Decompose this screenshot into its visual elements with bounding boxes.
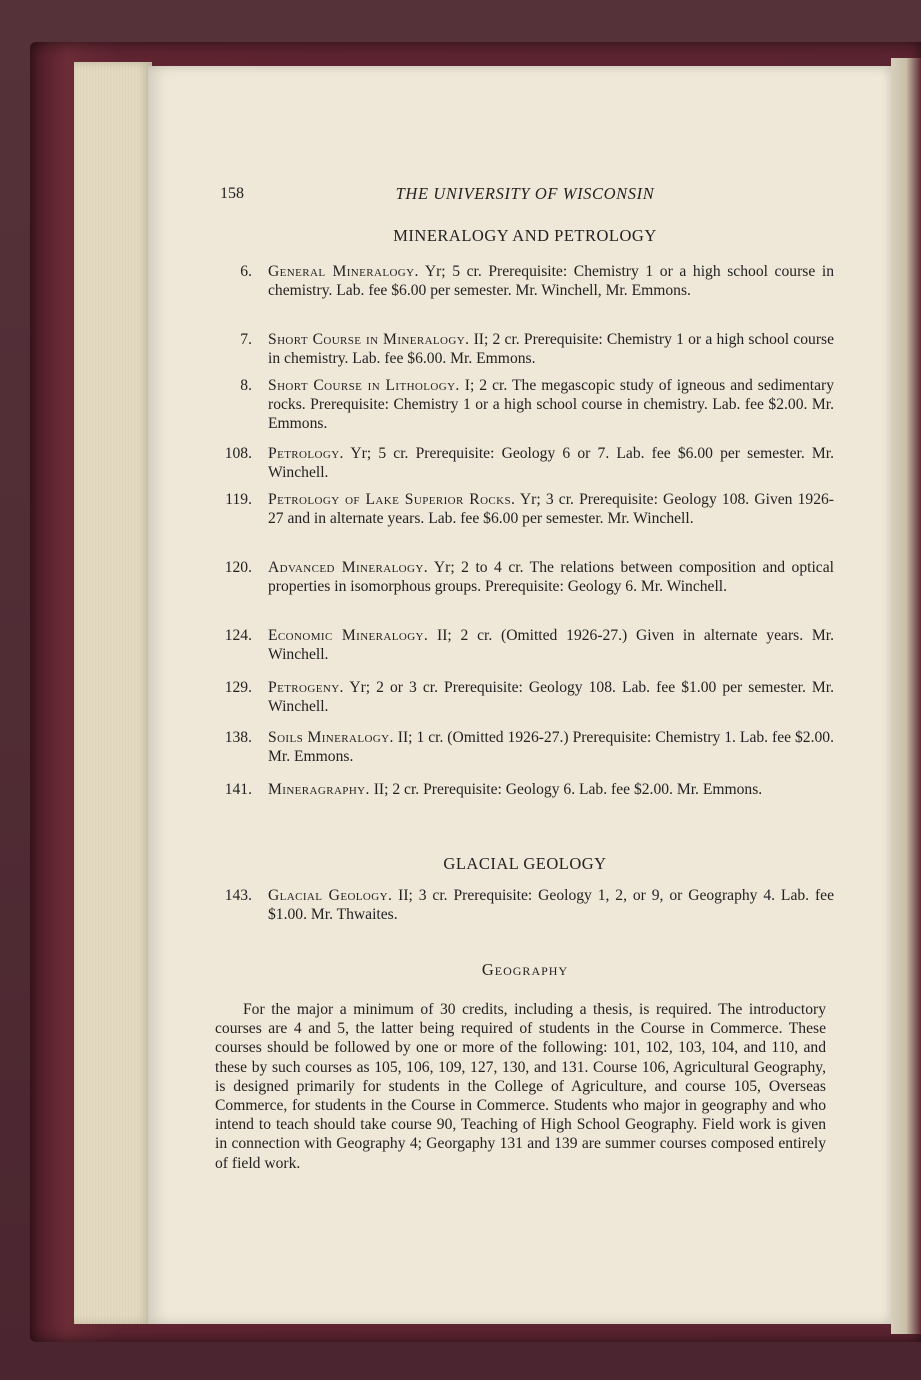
course-entry bbox=[210, 558, 834, 596]
course-title: Petrogeny. bbox=[268, 679, 344, 696]
course-number: 108. bbox=[224, 445, 252, 462]
course-description: I; 2 cr. The megascopic study of igneous and sedimentary rocks. Prerequisite: Chemistry 1 or a high school course in chemistry. Lab. fee $2.00. Mr. Emmons. bbox=[268, 377, 834, 433]
course-description: Yr; 3 cr. Prerequisite: Geology 108. Given 1926-27 and in alternate years. Lab. fee $6.00 per semester. Mr. Winchell. bbox=[268, 491, 834, 528]
section-title-glacial: GLACIAL GEOLOGY bbox=[443, 854, 607, 873]
course-entry bbox=[210, 490, 834, 528]
course-entry bbox=[210, 626, 834, 664]
course-description: Yr; 5 cr. Prerequisite: Geology 6 or 7. Lab. fee $6.00 per semester. Mr. Winchell. bbox=[268, 445, 834, 482]
course-title: Mineragraphy. bbox=[268, 781, 370, 798]
course-number: 6. bbox=[240, 263, 252, 280]
running-head: THE UNIVERSITY OF WISCONSIN bbox=[395, 184, 655, 203]
course-number: 129. bbox=[224, 679, 252, 696]
course-entry bbox=[210, 678, 834, 716]
course-number: 138. bbox=[224, 729, 252, 746]
course-entry bbox=[210, 330, 834, 368]
course-title: Advanced Mineralogy. bbox=[268, 559, 429, 576]
course-number: 119. bbox=[225, 491, 252, 508]
course-number: 120. bbox=[224, 559, 252, 576]
course-description: Yr; 5 cr. Prerequisite: Chemistry 1 or a high school course in chemistry. Lab. fee $6.00 per semester. Mr. Winchell, Mr. Emmons. bbox=[268, 263, 834, 300]
course-entry bbox=[210, 728, 834, 766]
course-title: Petrology. bbox=[268, 445, 344, 462]
course-title: General Mineralogy. bbox=[268, 263, 419, 280]
course-title: Glacial Geology. bbox=[268, 887, 393, 904]
course-description: II; 1 cr. (Omitted 1926-27.) Prerequisite: Chemistry 1. Lab. fee $2.00. Mr. Emmons. bbox=[268, 729, 834, 766]
page-header bbox=[220, 184, 830, 206]
course-title: Petrology of Lake Superior Rocks. bbox=[268, 491, 516, 508]
course-entry bbox=[210, 376, 834, 434]
geography-paragraph: For the major a minimum of 30 credits, including a thesis, is required. The introductory courses are 4 and 5, the latter being required of students in the Course in Commerce. These courses should be followed by one or more of the following: 101, 102, 103, 104, and 110, and these by such courses as 105, 106, 109, 127, 130, and 131. Course 106, Agricultural Geography, is designed primarily for students in the College of Agriculture, and course 105, Overseas Commerce, for students in the Course in Commerce. Students who major in geography and who intend to teach should take course 90, Teaching of High School Geography. Field work is given in connection with Geography 4; Georgaphy 131 and 139 are summer courses composed entirely of field work. bbox=[215, 1001, 826, 1172]
course-description: II; 2 cr. Prerequisite: Chemistry 1 or a high school course in chemistry. Lab. fee $6.00. Mr. Emmons. bbox=[268, 331, 835, 368]
course-description: II; 2 cr. Prerequisite: Geology 6. Lab. fee $2.00. Mr. Emmons. bbox=[373, 781, 763, 798]
course-entry bbox=[210, 262, 834, 300]
course-entry bbox=[210, 444, 834, 482]
course-number: 124. bbox=[224, 627, 252, 644]
course-number: 7. bbox=[240, 331, 252, 348]
course-description: Yr; 2 or 3 cr. Prerequisite: Geology 108. Lab. fee $1.00 per semester. Mr. Winchell. bbox=[268, 679, 834, 716]
course-description: II; 3 cr. Prerequisite: Geology 1, 2, or 9, or Geography 4. Lab. fee $1.00. Mr. Thwaites. bbox=[268, 887, 834, 924]
course-number: 141. bbox=[224, 781, 252, 798]
page-edges bbox=[74, 62, 152, 1324]
course-entry bbox=[210, 886, 834, 924]
page-number: 158 bbox=[220, 185, 244, 202]
course-description: II; 2 cr. (Omitted 1926-27.) Given in alternate years. Mr. Winchell. bbox=[268, 627, 834, 664]
section-title-geography: Geography bbox=[481, 960, 569, 979]
section-title-mineralogy: MINERALOGY AND PETROLOGY bbox=[393, 226, 657, 245]
course-title: Soils Mineralogy. bbox=[268, 729, 394, 746]
course-description: Yr; 2 to 4 cr. The relations between composition and optical properties in isomorphous groups. Prerequisite: Geology 6. Mr. Winchell. bbox=[268, 559, 834, 596]
course-title: Short Course in Mineralogy. bbox=[268, 331, 470, 348]
course-title: Economic Mineralogy. bbox=[268, 627, 429, 644]
course-entry bbox=[210, 780, 834, 799]
book-right-edge bbox=[891, 58, 921, 1334]
course-number: 8. bbox=[240, 377, 252, 394]
course-title: Short Course in Lithology. bbox=[268, 377, 460, 394]
course-number: 143. bbox=[224, 887, 252, 904]
